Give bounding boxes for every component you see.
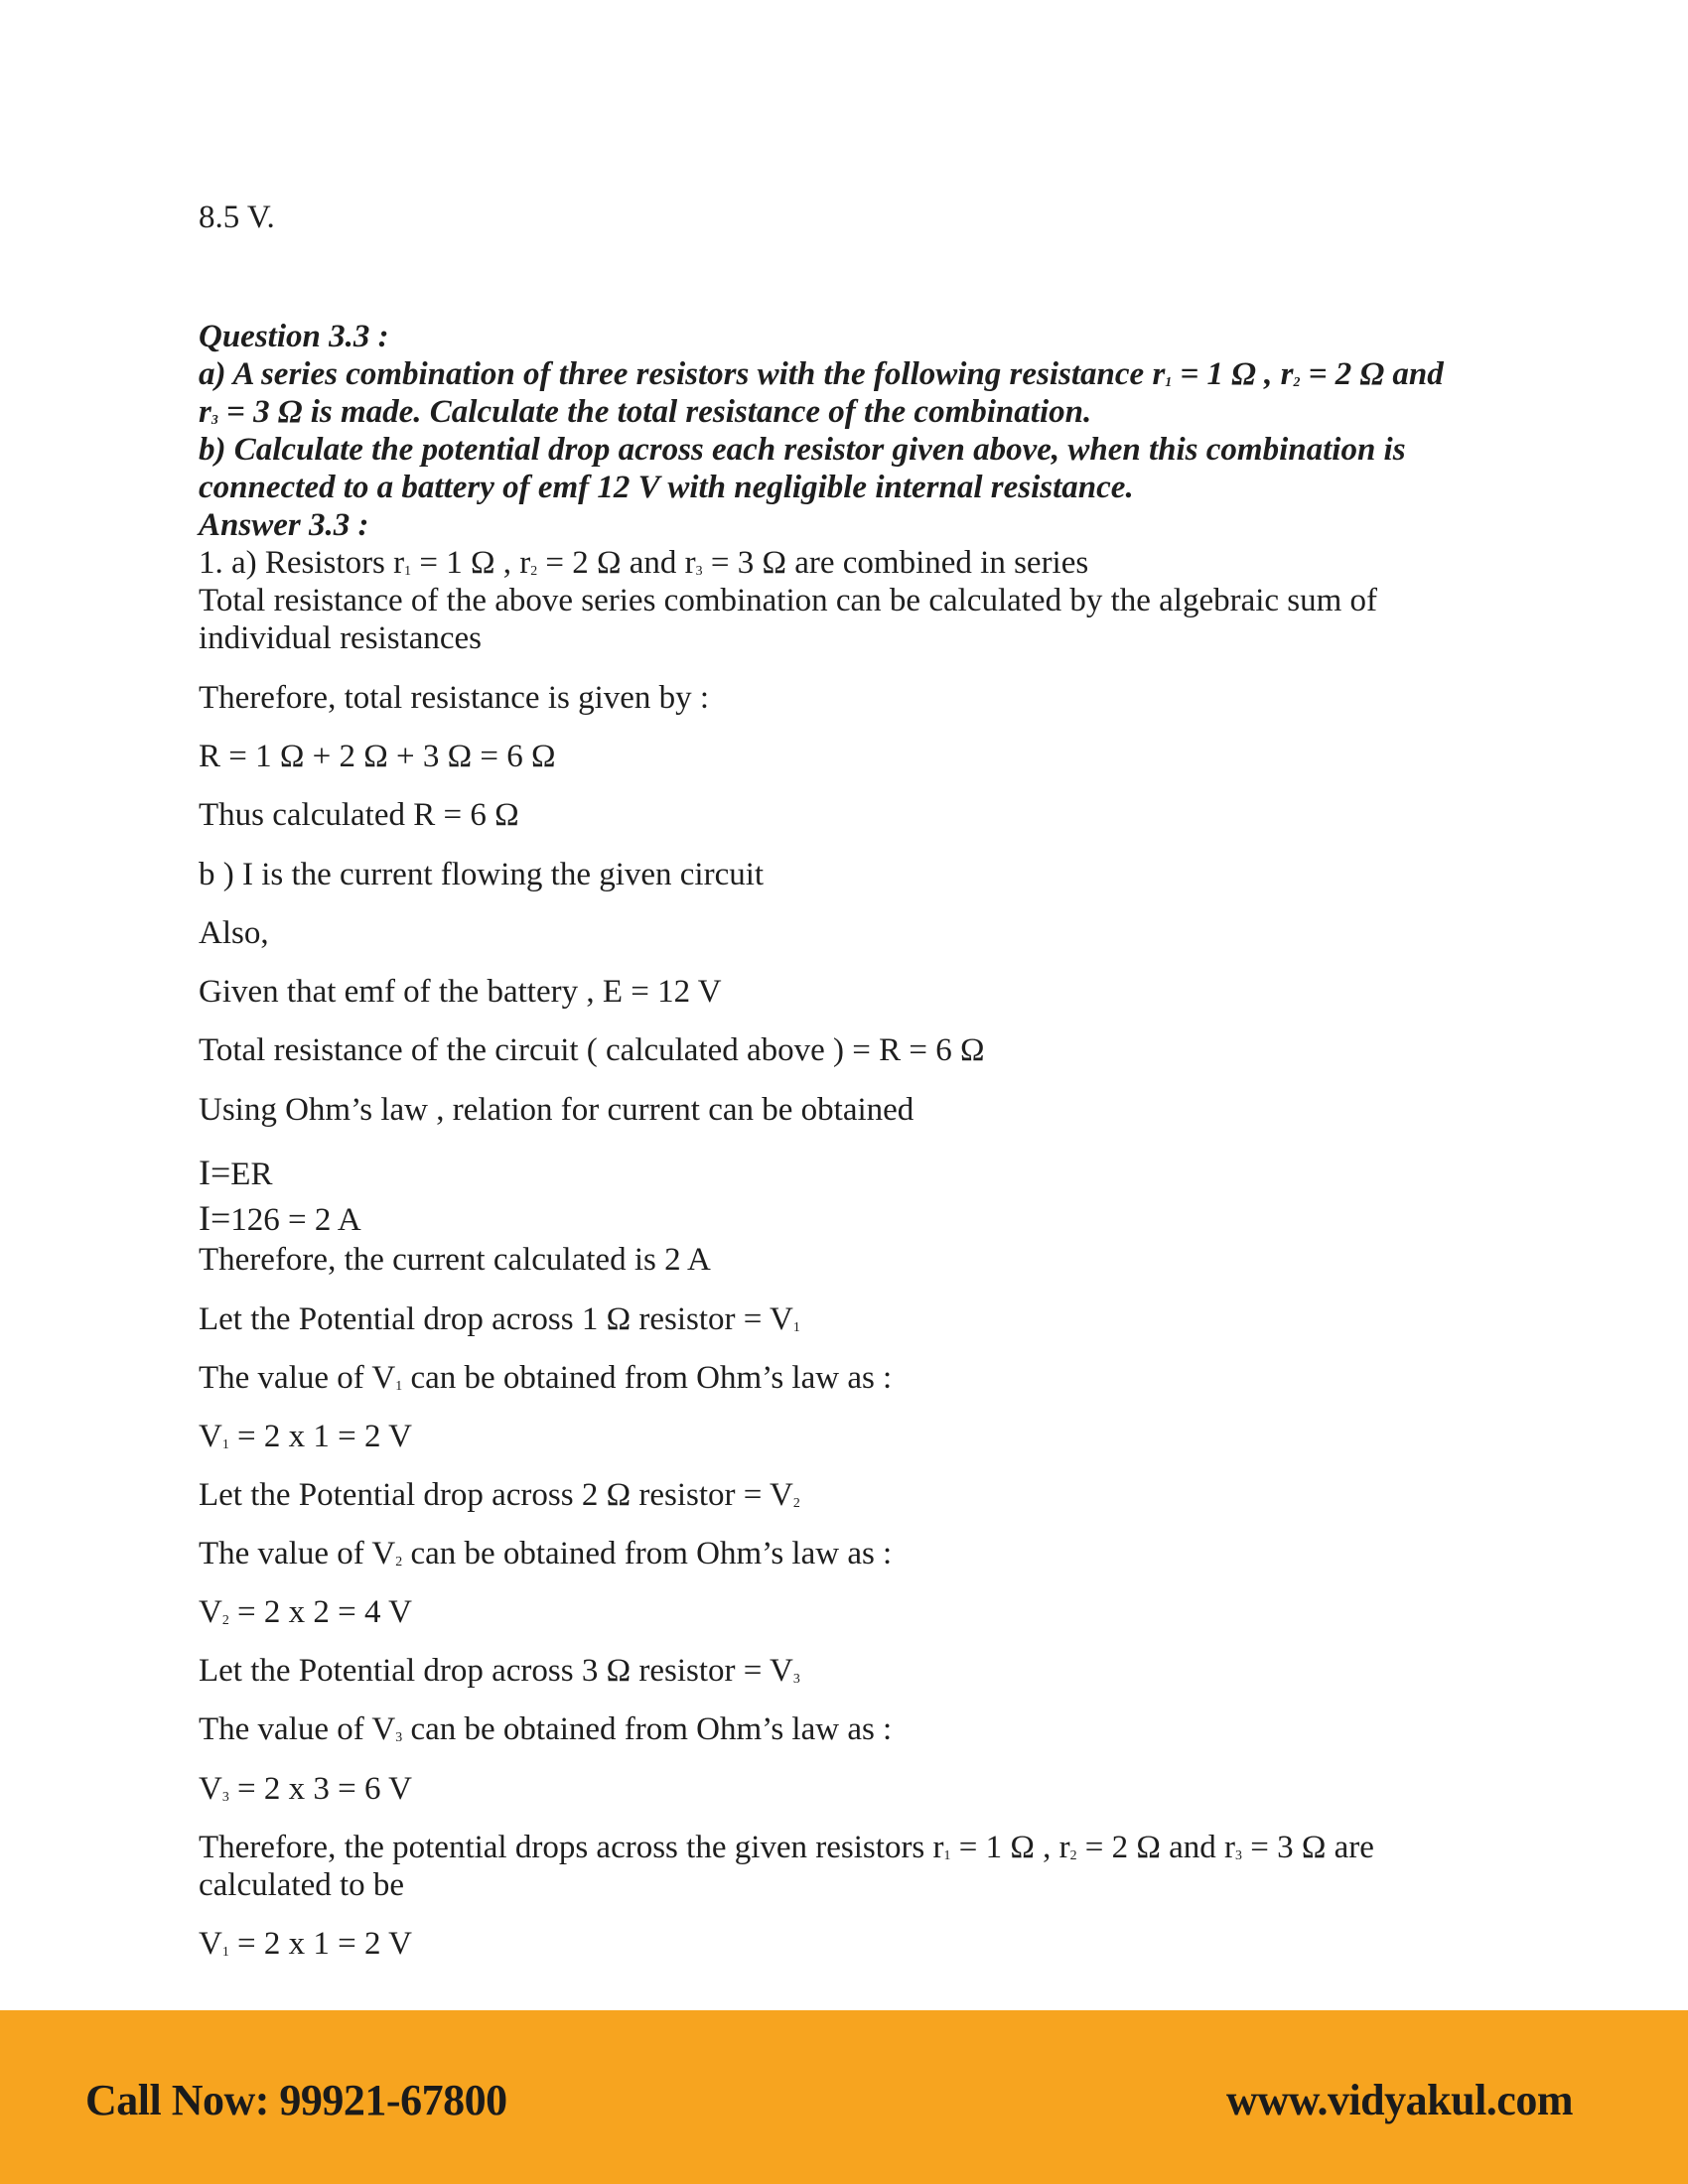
total-text-1: Total resistance of the above series combination can be calculated by the algebraic sum of	[199, 583, 1378, 618]
therefore-current: Therefore, the current calculated is 2 A	[199, 1242, 711, 1278]
resistance-equation: R = 1 Ω + 2 Ω + 3 Ω = 6 Ω	[199, 739, 556, 774]
question-line-3: b) Calculate the potential drop across each resistor given above, when this combination is	[199, 432, 1406, 468]
current-formula-1: I=ER	[199, 1153, 273, 1192]
ohm-relation: Using Ohm’s law , relation for current can be obtained	[199, 1092, 914, 1128]
previous-answer-tail: 8.5 V.	[199, 200, 275, 235]
also-text: Also,	[199, 915, 269, 951]
calc-drop-3: $V_3 = 2$ x 3 = 6 V	[199, 1771, 412, 1807]
let-drop-1: Let the Potential drop across 1 Ω resistor = $V_1$	[199, 1301, 800, 1337]
question-line-1: a) A series combination of three resistors with the following resistance $r_1 = 1$ Ω , $r_2 = 2$ Ω and	[199, 356, 1444, 392]
final-calc: $V_1 = 2$ x 1 = 2 V	[199, 1926, 412, 1962]
emf-text: Given that emf of the battery , E = 12 V	[199, 974, 722, 1010]
website-link[interactable]: www.vidyakul.com	[1226, 2076, 1573, 2124]
current-formula-2: I=126 = 2 A	[199, 1198, 361, 1238]
let-drop-2: Let the Potential drop across 2 Ω resistor = $V_2$	[199, 1477, 800, 1513]
value-drop-3: The value of $V_3$ can be obtained from Ohm’s law as :	[199, 1711, 893, 1747]
calc-drop-2: $V_2 = 2$ x 2 = 4 V	[199, 1594, 412, 1630]
call-now-text[interactable]: Call Now: 99921-67800	[85, 2076, 507, 2124]
final-text-1: Therefore, the potential drops across the given resistors $r_1 = 1$ Ω , $r_2 = 2$ Ω and $r_3 = 3$ Ω are	[199, 1830, 1374, 1865]
answer-item-a: 1. a) Resistors $r_1 = 1$ Ω , $r_2 = 2$ Ω and $r_3 = 3$ Ω are combined in series	[199, 545, 1089, 581]
answer-heading: Answer 3.3 :	[199, 507, 369, 543]
question-line-2: $r_3 = 3$ Ω is made. Calculate the total resistance of the combination.	[199, 394, 1092, 430]
thus-R: Thus calculated R = 6 Ω	[199, 797, 519, 833]
value-drop-2: The value of $V_2$ can be obtained from Ohm’s law as :	[199, 1536, 893, 1571]
value-drop-1: The value of $V_1$ can be obtained from Ohm’s law as :	[199, 1360, 893, 1396]
let-drop-3: Let the Potential drop across 3 Ω resistor = $V_3$	[199, 1653, 800, 1689]
footer-banner	[0, 2010, 1688, 2184]
total-resistance-circuit: Total resistance of the circuit ( calculated above ) = R = 6 Ω	[199, 1032, 985, 1068]
therefore-total: Therefore, total resistance is given by :	[199, 680, 710, 716]
calc-drop-1: $V_1 = 2$ x 1 = 2 V	[199, 1419, 412, 1454]
question-line-4: connected to a battery of emf 12 V with negligible internal resistance.	[199, 470, 1134, 505]
question-heading: Question 3.3 :	[199, 319, 389, 354]
part-b-current: b ) I is the current flowing the given circuit	[199, 857, 765, 892]
final-text-2: calculated to be	[199, 1867, 405, 1903]
total-text-2: individual resistances	[199, 620, 483, 656]
